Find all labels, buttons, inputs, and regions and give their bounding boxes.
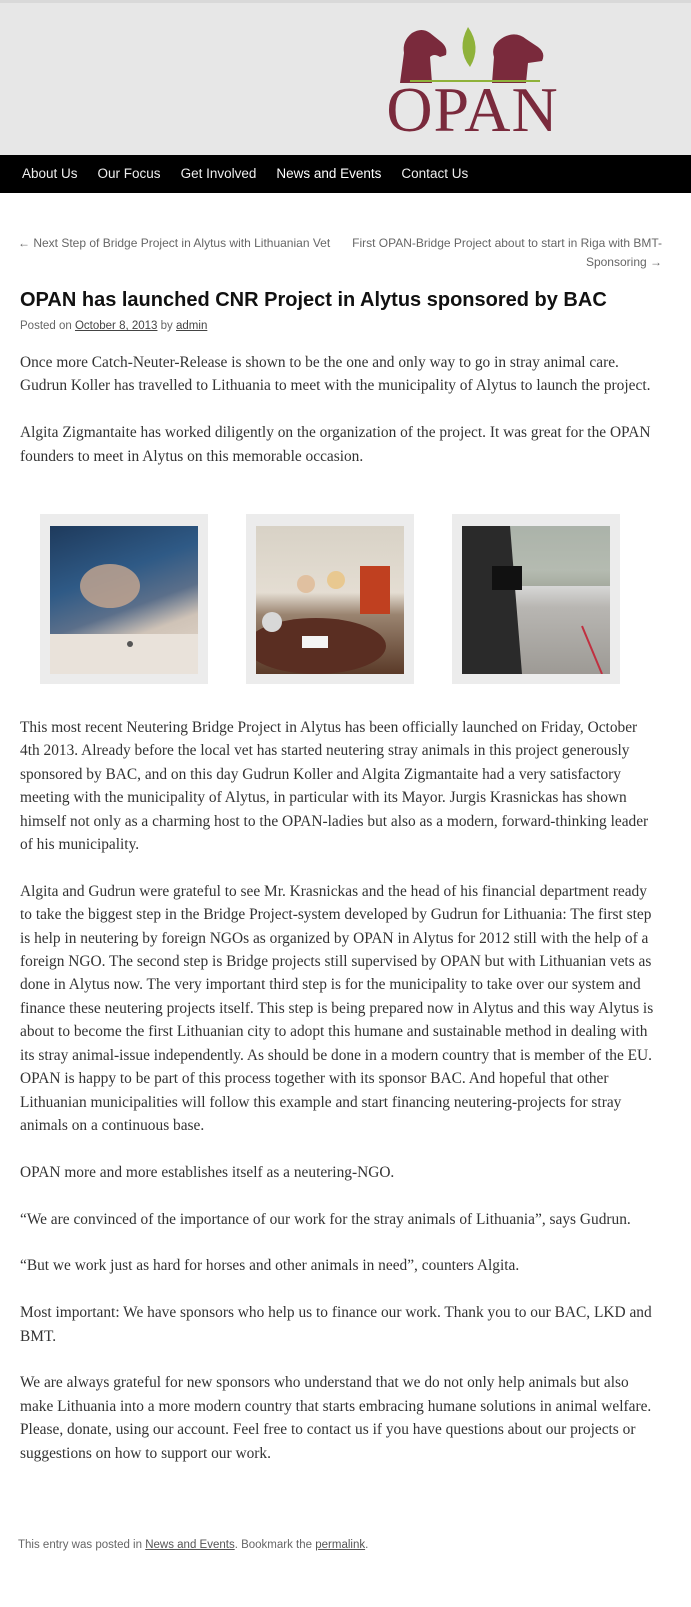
permalink-link[interactable]: permalink: [315, 1539, 366, 1551]
photo-street: [462, 526, 610, 674]
gallery-thumbnail[interactable]: [40, 514, 208, 684]
paragraph: Algita and Gudrun were grateful to see Mr. Krasnickas and the head of his financial department ready to take the biggest step in the Bridge Project-system developed by Gudrun for Lithuania: The first step is help in neutering by foreign NGOs as organized by OPAN in Alytus for 2012 still with the help of a foreign NGO. The second step is Bridge projects still supervised by OPAN but with Lithuanian vets as done in Alytus now. The very important third step is for the municipality to take over our system and finance these neutering projects itself. This step is being prepared now in Alytus and this way Alytus is about to become the first Lithuanian city to adopt this humane and sustainable method in dealing with its stray animal-issue independently. As should be done in a modern country that is member of the EU.: [20, 882, 654, 1064]
post-meta: [20, 318, 207, 334]
nav-contact-us[interactable]: Contact Us: [401, 166, 469, 181]
photo-surgery: [50, 526, 198, 674]
paragraph: Once more Catch-Neuter-Release is shown to be the one and only way to go in stray animal care. Gudrun Koller has travelled to Lithuania to meet with the municipality of Alytus to launch the project.: [20, 354, 651, 395]
nav-our-focus[interactable]: Our Focus: [97, 166, 161, 181]
paragraph: This most recent Neutering Bridge Project in Alytus has been officially launched on Friday, October 4th 2013. Already before the local vet has started neutering stray animals in this project generously sponsored by BAC, and on this day Gudrun Koller and Algita Zigmantaite had a very satisfactory meeting with the municipality of Alytus, in particular with its Mayor. Jurgis Krasnickas has shown himself not only as a charming host to the OPAN-ladies but also as a modern, forward-thinking leader of his municipality.: [20, 719, 649, 854]
footer-middle: . Bookmark the: [234, 1539, 316, 1551]
nav-about-us[interactable]: About Us: [22, 166, 78, 181]
next-post-link[interactable]: First OPAN-Bridge Project about to start in Riga with BMT-Sponsoring →: [352, 236, 662, 269]
nav-get-involved[interactable]: Get Involved: [180, 166, 257, 181]
nav-news-and-events[interactable]: News and Events: [276, 166, 382, 181]
posted-on-label: Posted on: [20, 320, 75, 332]
logo-text: OPAN: [386, 74, 559, 145]
category-link[interactable]: News and Events: [145, 1539, 235, 1551]
previous-post-link[interactable]: ← Next Step of Bridge Project in Alytus with Lithuanian Vet: [18, 236, 331, 250]
paragraph: “We are convinced of the importance of our work for the stray animals of Lithuania”, says Gudrun.: [20, 1210, 631, 1228]
entry-footer: [18, 1537, 368, 1553]
footer-prefix: This entry was posted in: [18, 1539, 146, 1551]
paragraph: “But we work just as hard for horses and other animals in need”, counters Algita.: [20, 1257, 520, 1275]
paragraph: OPAN more and more establishes itself as a neutering-NGO.: [20, 1163, 395, 1181]
site-header: [0, 0, 691, 155]
post-date-link[interactable]: October 8, 2013: [74, 320, 158, 332]
photo-gallery: [40, 514, 618, 688]
paragraph: Most important: We have sponsors who help us to finance our work. Thank you to our BAC, LKD and BMT.: [20, 1304, 652, 1345]
main-navigation: [0, 155, 691, 193]
footer-suffix: .: [365, 1539, 369, 1551]
post-title: OPAN has launched CNR Project in Alytus sponsored by BAC: [20, 289, 607, 311]
paragraph: Algita Zigmantaite has worked diligently on the organization of the project. It was great for the OPAN founders to meet in Alytus on this memorable occasion.: [20, 424, 651, 465]
paragraph: OPAN is happy to be part of this process together with its sponsor BAC. And hopeful that other Lithuanian municipalities will follow this example and start financing neutering-projects for stray animals on a continuous base.: [20, 1070, 622, 1134]
gallery-thumbnail[interactable]: [246, 514, 414, 684]
paragraph: We are always grateful for new sponsors who understand that we do not only help animals but also make Lithuania into a more modern country that starts embracing humane solutions in animal welfare. Please, donate, using our account. Feel free to contact us if you have questions about our projects or suggestions on how to support our work.: [20, 1374, 652, 1462]
by-label: by: [157, 320, 177, 332]
opan-logo[interactable]: [370, 23, 575, 145]
gallery-thumbnail[interactable]: [452, 514, 620, 684]
photo-meeting: [256, 526, 404, 674]
author-link[interactable]: admin: [176, 320, 208, 332]
